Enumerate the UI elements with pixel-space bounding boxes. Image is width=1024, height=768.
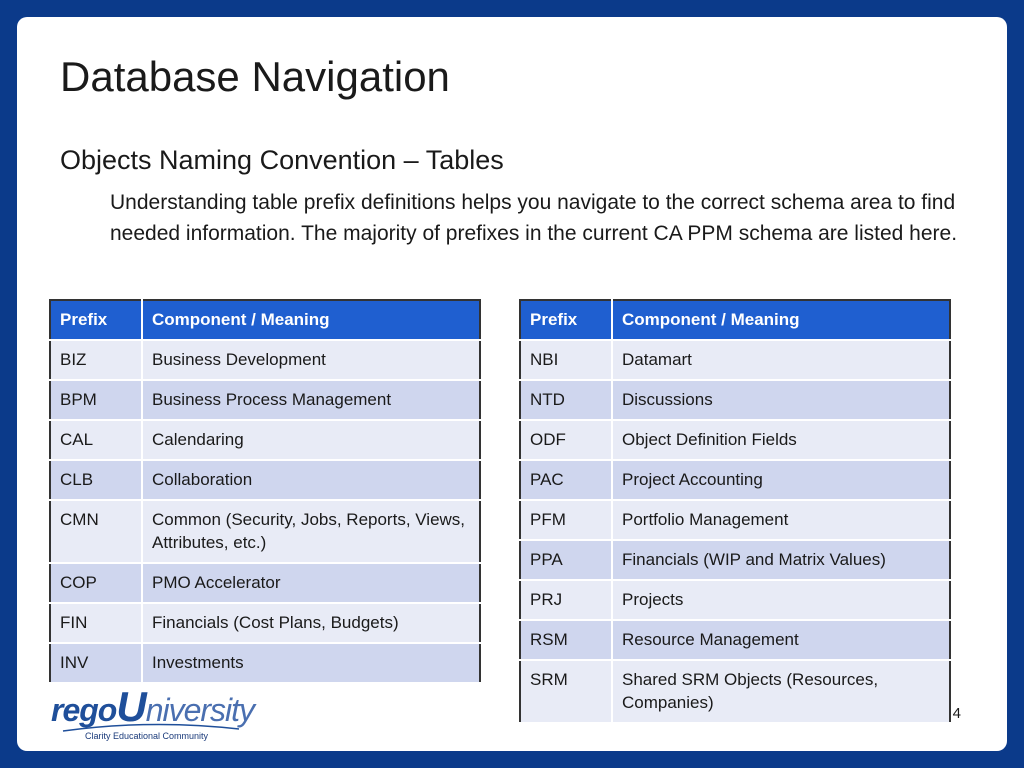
meaning-cell: Datamart <box>612 340 950 380</box>
table-row <box>520 460 950 500</box>
rego-university-logo <box>51 683 255 743</box>
meaning-cell: Shared SRM Objects (Resources, Companies) <box>612 660 950 723</box>
meaning-cell: Business Development <box>142 340 480 380</box>
prefix-cell: NTD <box>520 380 612 420</box>
meaning-cell: Common (Security, Jobs, Reports, Views, Attributes, etc.) <box>142 500 480 563</box>
header-meaning: Component / Meaning <box>612 300 950 340</box>
table-row <box>520 660 950 723</box>
meaning-cell: Financials (WIP and Matrix Values) <box>612 540 950 580</box>
prefix-cell: BPM <box>50 380 142 420</box>
table-row <box>50 420 480 460</box>
prefix-cell: PRJ <box>520 580 612 620</box>
table-row <box>50 603 480 643</box>
prefix-cell: COP <box>50 563 142 603</box>
header-prefix: Prefix <box>520 300 612 340</box>
prefix-cell: INV <box>50 643 142 683</box>
logo-brand-prefix: rego <box>51 692 117 728</box>
prefix-cell: ODF <box>520 420 612 460</box>
meaning-cell: Project Accounting <box>612 460 950 500</box>
prefix-table-right <box>519 299 951 724</box>
prefix-table-left <box>49 299 481 684</box>
table-row <box>520 420 950 460</box>
table-row <box>520 380 950 420</box>
meaning-cell: Object Definition Fields <box>612 420 950 460</box>
prefix-cell: PPA <box>520 540 612 580</box>
meaning-cell: Financials (Cost Plans, Budgets) <box>142 603 480 643</box>
table-row <box>50 500 480 563</box>
prefix-cell: PAC <box>520 460 612 500</box>
page-title: Database Navigation <box>60 53 450 100</box>
table-row <box>50 563 480 603</box>
table-row <box>520 580 950 620</box>
prefix-cell: NBI <box>520 340 612 380</box>
table-row <box>520 500 950 540</box>
meaning-cell: Portfolio Management <box>612 500 950 540</box>
prefix-cell: CLB <box>50 460 142 500</box>
meaning-cell: Collaboration <box>142 460 480 500</box>
table-header-row <box>520 300 950 340</box>
meaning-cell: PMO Accelerator <box>142 563 480 603</box>
table-row <box>520 540 950 580</box>
table-row <box>50 380 480 420</box>
section-subtitle: Objects Naming Convention – Tables <box>60 145 504 175</box>
description-text: Understanding table prefix definitions helps you navigate to the correct schema area to find needed information. The majority of prefixes in the current CA PPM schema are listed here. <box>110 191 958 245</box>
logo-brand-suffix: niversity <box>145 692 255 728</box>
meaning-cell: Business Process Management <box>142 380 480 420</box>
table-row <box>520 620 950 660</box>
logo-brand-u: U <box>116 683 146 730</box>
meaning-cell: Projects <box>612 580 950 620</box>
prefix-cell: PFM <box>520 500 612 540</box>
prefix-cell: SRM <box>520 660 612 723</box>
slide <box>17 17 1007 751</box>
prefix-cell: CMN <box>50 500 142 563</box>
prefix-cell: BIZ <box>50 340 142 380</box>
prefix-cell: CAL <box>50 420 142 460</box>
meaning-cell: Resource Management <box>612 620 950 660</box>
table-row <box>50 643 480 683</box>
page-number: 4 <box>952 705 961 722</box>
table-row <box>50 340 480 380</box>
prefix-cell: RSM <box>520 620 612 660</box>
meaning-cell: Calendaring <box>142 420 480 460</box>
table-row <box>520 340 950 380</box>
header-meaning: Component / Meaning <box>142 300 480 340</box>
header-prefix: Prefix <box>50 300 142 340</box>
logo-tagline: Clarity Educational Community <box>85 731 209 741</box>
meaning-cell: Discussions <box>612 380 950 420</box>
meaning-cell: Investments <box>142 643 480 683</box>
table-header-row <box>50 300 480 340</box>
table-row <box>50 460 480 500</box>
prefix-cell: FIN <box>50 603 142 643</box>
